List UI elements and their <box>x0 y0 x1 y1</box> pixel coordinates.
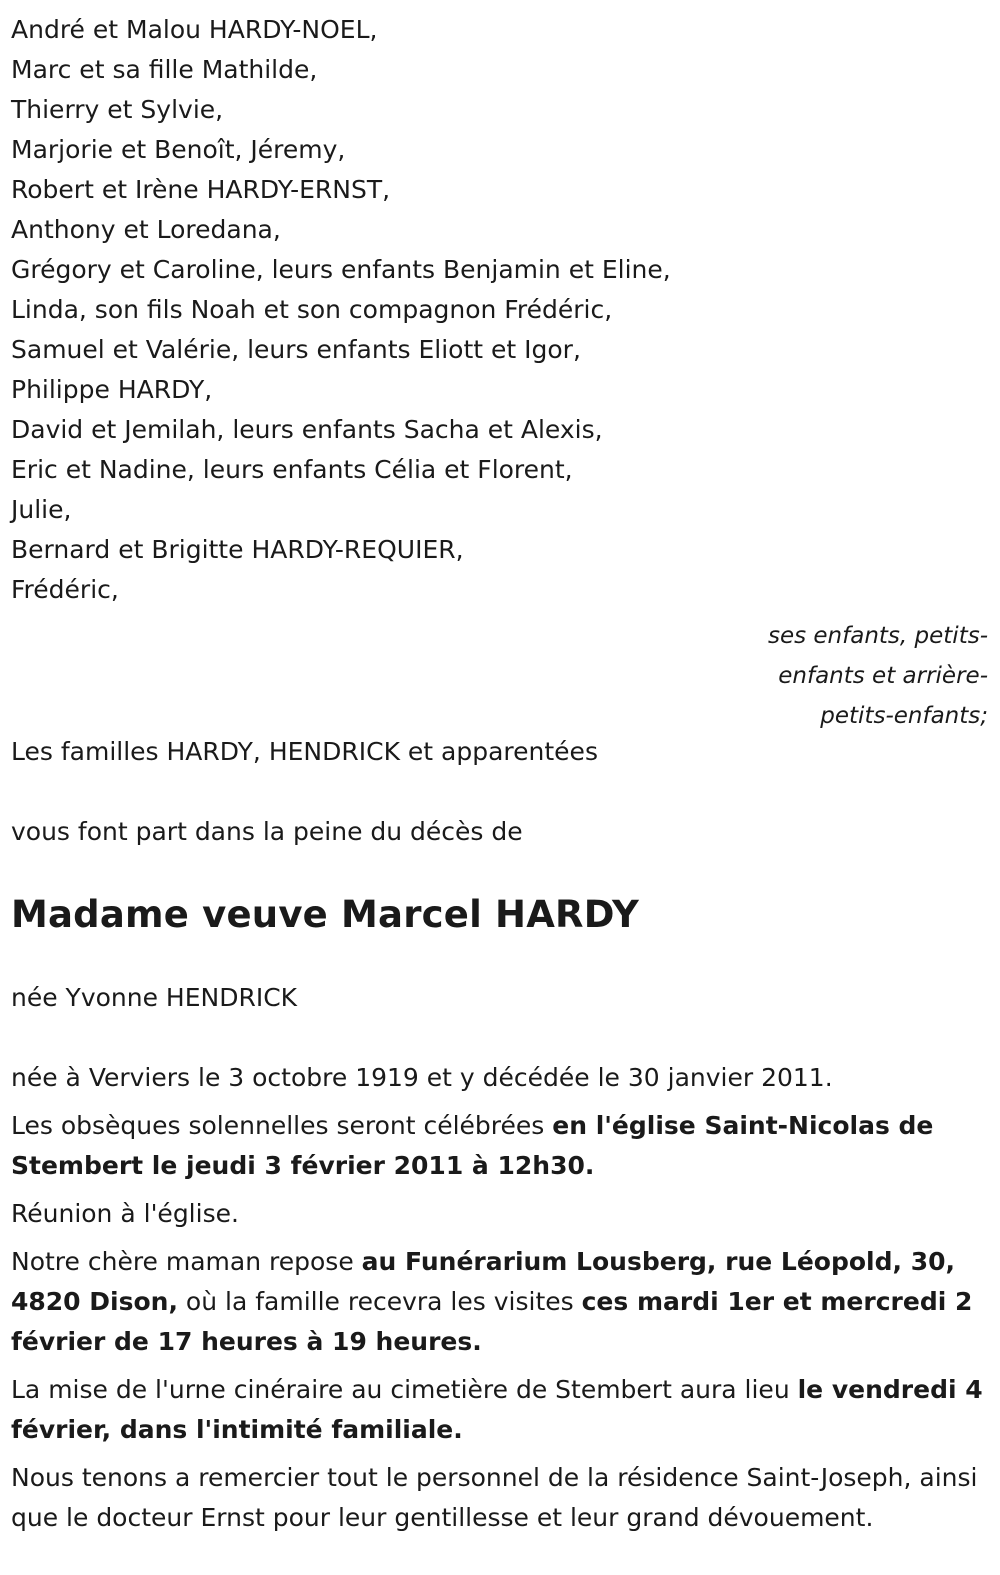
family-line: Bernard et Brigitte HARDY-REQUIER, <box>11 535 464 564</box>
family-line: Marjorie et Benoît, Jéremy, <box>11 135 346 164</box>
rest-paragraph <box>11 1242 988 1362</box>
family-line: Samuel et Valérie, leurs enfants Eliott et Igor, <box>11 335 581 364</box>
birth-name: née Yvonne HENDRICK <box>11 983 298 1012</box>
family-line: Eric et Nadine, leurs enfants Célia et Florent, <box>11 455 573 484</box>
reunion-paragraph: Réunion à l'église. <box>11 1199 239 1228</box>
rest-intro: Notre chère maman repose <box>11 1247 362 1276</box>
details-section <box>11 1058 988 1538</box>
family-line: Philippe HARDY, <box>11 375 213 404</box>
family-line: Frédéric, <box>11 575 119 604</box>
family-line: Marc et sa fille Mathilde, <box>11 55 318 84</box>
urn-intro: La mise de l'urne cinéraire au cimetière de Stembert aura lieu <box>11 1375 798 1404</box>
urn-paragraph <box>11 1370 988 1450</box>
family-line: André et Malou HARDY-NOEL, <box>11 15 378 44</box>
birth-death-paragraph: née à Verviers le 3 octobre 1919 et y décédée le 30 janvier 2011. <box>11 1063 833 1092</box>
rest-visiting-hours: ces mardi 1er et mercredi 2 février de 17 heures à 19 heures. <box>11 1287 973 1356</box>
family-line: Grégory et Caroline, leurs enfants Benjamin et Eline, <box>11 255 671 284</box>
thanks-paragraph: Nous tenons a remercier tout le personnel de la résidence Saint-Joseph, ainsi que le docteur Ernst pour leur gentillesse et leur grand dévouement. <box>11 1463 978 1532</box>
family-line: Linda, son fils Noah et son compagnon Frédéric, <box>11 295 613 324</box>
family-line: Thierry et Sylvie, <box>11 95 224 124</box>
family-line: Anthony et Loredana, <box>11 215 281 244</box>
deceased-name: Madame veuve Marcel HARDY <box>11 893 639 936</box>
family-line: Robert et Irène HARDY-ERNST, <box>11 175 391 204</box>
funeral-intro: Les obsèques solennelles seront célébrées <box>11 1111 553 1140</box>
funeral-paragraph <box>11 1106 988 1186</box>
announcement-line: vous font part dans la peine du décès de <box>11 817 523 846</box>
funeral-details: en l'église Saint-Nicolas de Stembert le jeudi 3 février 2011 à 12h30. <box>11 1111 934 1180</box>
urn-details: le vendredi 4 février, dans l'intimité familiale. <box>11 1375 983 1444</box>
relation-caption: ses enfants, petits-enfants et arrière-petits-enfants; <box>767 623 988 729</box>
families-line: Les familles HARDY, HENDRICK et apparentées <box>11 737 598 766</box>
rest-middle: où la famille recevra les visites <box>177 1287 582 1316</box>
family-list <box>11 0 988 610</box>
family-line: Julie, <box>11 495 72 524</box>
rest-place: au Funérarium Lousberg, rue Léopold, 30, 4820 Dison, <box>11 1247 955 1316</box>
family-line: David et Jemilah, leurs enfants Sacha et Alexis, <box>11 415 603 444</box>
